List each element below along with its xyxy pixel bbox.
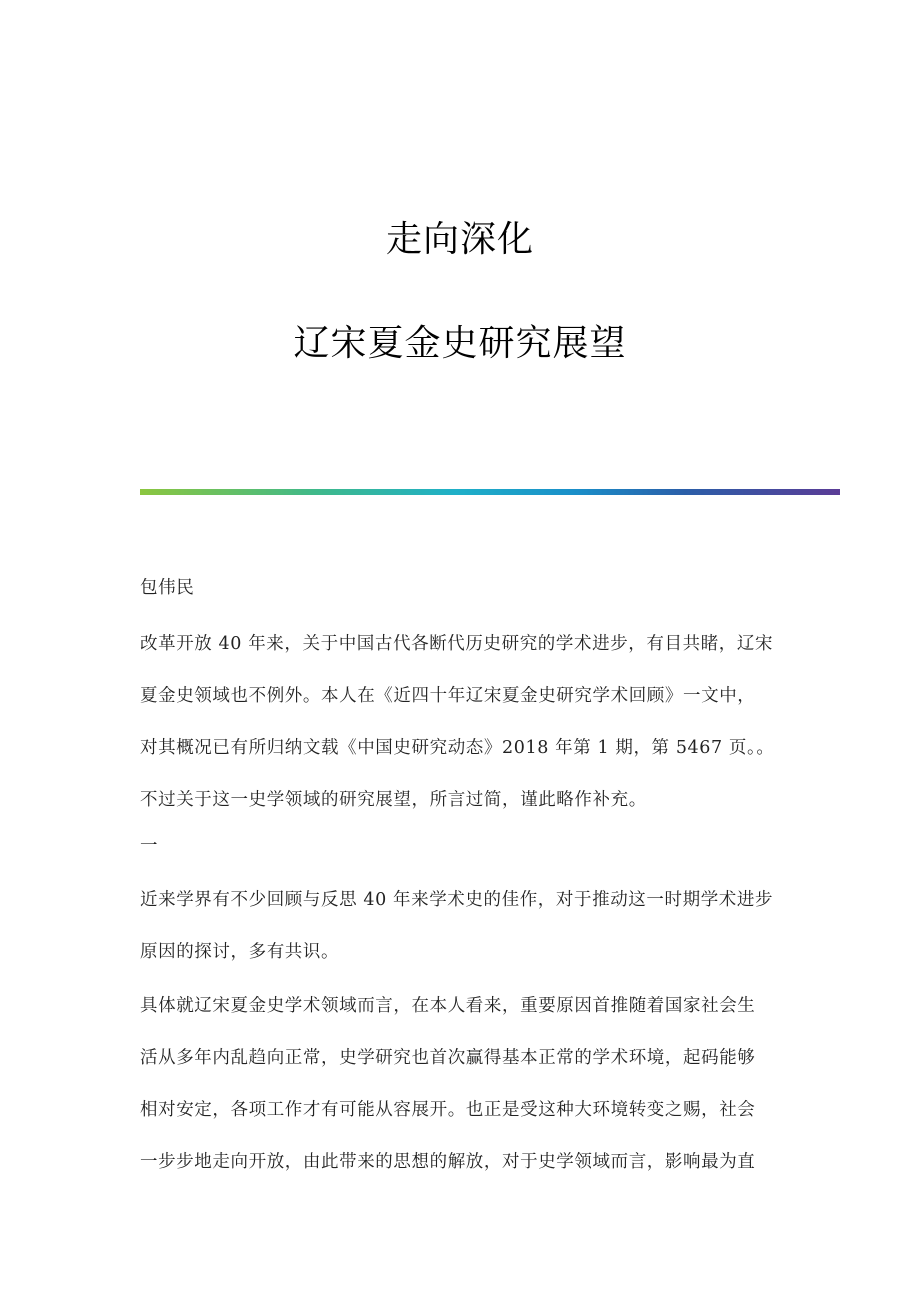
paragraph-1-line-3: 对其概况已有所归纳文载《中国史研究动态》2018 年第 1 期，第 5467 页。。 bbox=[140, 738, 775, 758]
paragraph-3-line-2: 活从多年内乱趋向正常，史学研究也首次赢得基本正常的学术环境，起码能够 bbox=[140, 1048, 756, 1068]
author-name: 包伟民 bbox=[140, 578, 195, 598]
document-title-line1: 走向深化 bbox=[385, 219, 534, 260]
paragraph-1-line-2: 夏金史领域也不例外。本人在《近四十年辽宋夏金史研究学术回顾》一文中， bbox=[140, 686, 756, 706]
gradient-divider bbox=[140, 489, 840, 495]
paragraph-1-line-1: 改革开放 40 年来，关于中国古代各断代历史研究的学术进步，有目共睹，辽宋 bbox=[140, 634, 774, 654]
paragraph-1-line-4: 不过关于这一史学领域的研究展望，所言过简，谨此略作补充。 bbox=[140, 790, 647, 810]
paragraph-2-line-2: 原因的探讨，多有共识。 bbox=[140, 942, 340, 962]
paragraph-3-line-1: 具体就辽宋夏金史学术领域而言，在本人看来，重要原因首推随着国家社会生 bbox=[140, 996, 756, 1016]
paragraph-3-line-4: 一步步地走向开放，由此带来的思想的解放，对于史学领域而言，影响最为直 bbox=[140, 1152, 756, 1172]
section-number: 一 bbox=[140, 836, 159, 856]
document-title-line2: 辽宋夏金史研究展望 bbox=[293, 323, 627, 364]
paragraph-3-line-3: 相对安定，各项工作才有可能从容展开。也正是受这种大环境转变之赐，社会 bbox=[140, 1100, 756, 1120]
paragraph-2-line-1: 近来学界有不少回顾与反思 40 年来学术史的佳作，对于推动这一时期学术进步 bbox=[140, 890, 774, 910]
